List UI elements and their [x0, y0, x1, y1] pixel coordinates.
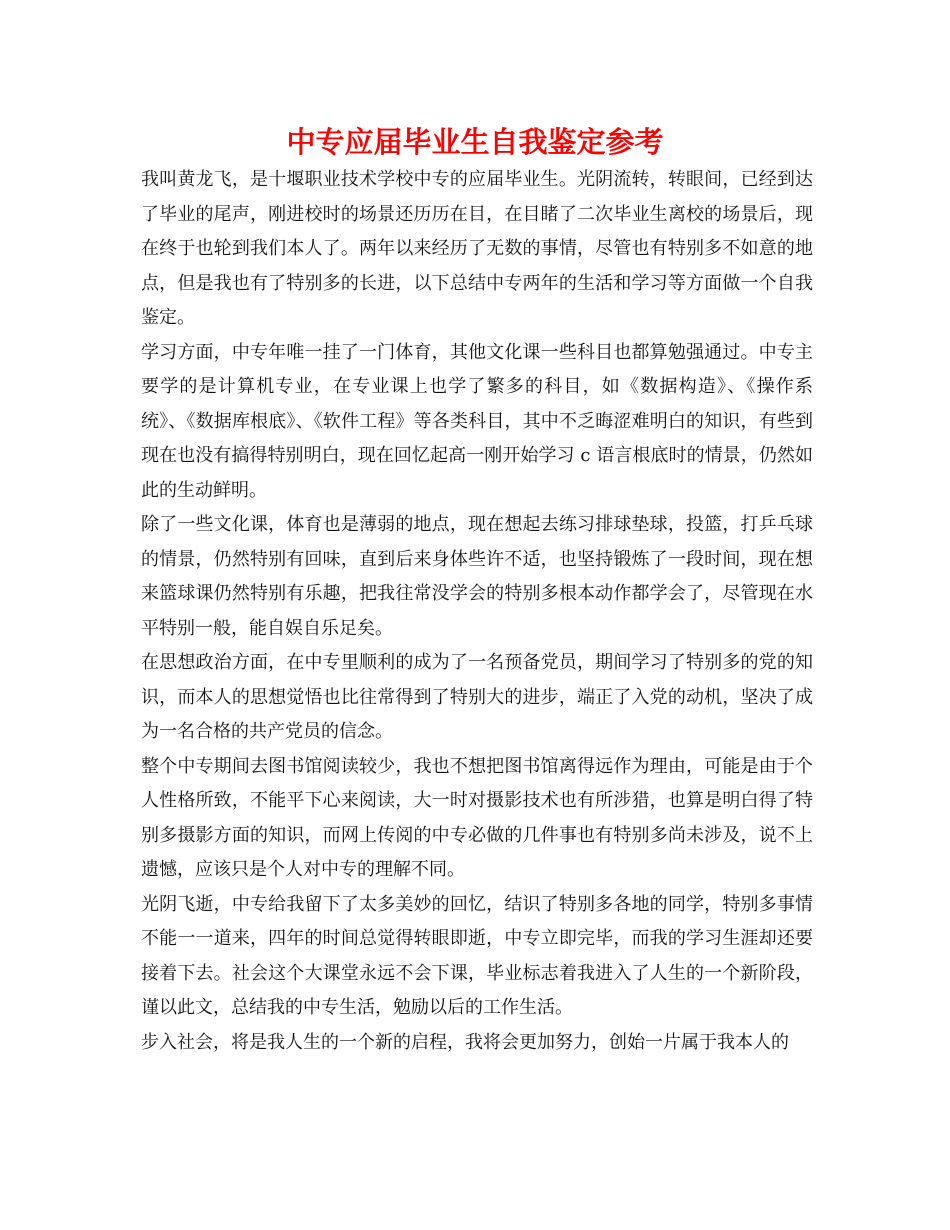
- paragraph-reading: 整个中专期间去图书馆阅读较少，我也不想把图书馆离得远作为理由，可能是由于个人性格所致，不能平下心来阅读，大一时对摄影技术也有所涉猎，也算是明白得了特别多摄影方面的知识，而网上传阅的中专必做的几件事也有特别多尚未涉及，说不上遗憾，应该只是个人对中专的理解不同。: [141, 755, 813, 880]
- paragraph-memories: 光阴飞逝，中专给我留下了太多美妙的回忆，结识了特别多各地的同学，特别多事情不能一一道来，四年的时间总觉得转眼即逝，中专立即完毕，而我的学习生涯却还要接着下去。社会这个大课堂永远不会下课，毕业标志着我进入了人生的一个新阶段，谨以此文，总结我的中专生活，勉励以后的工作生活。: [141, 893, 813, 1018]
- paragraph-political-thought: 在思想政治方面，在中专里顺利的成为了一名预备党员，期间学习了特别多的党的知识，而本人的思想觉悟也比往常得到了特别大的进步，端正了入党的动机，坚决了成为一名合格的共产党员的信念。: [141, 652, 813, 742]
- paragraph-self-introduction: 我叫黄龙飞，是十堰职业技术学校中专的应届毕业生。光阴流转，转眼间，已经到达了毕业的尾声，刚进校时的场景还历历在目，在目睹了二次毕业生离校的场景后，现在终于也轮到我们本人了。两年以来经历了无数的事情，尽管也有特别多不如意的地点，但是我也有了特别多的长进，以下总结中专两年的生活和学习等方面做一个自我鉴定。: [141, 169, 813, 328]
- paragraph-study: 学习方面，中专年唯一挂了一门体育，其他文化课一些科目也都算勉强通过。中专主要学的是计算机专业，在专业课上也学了繁多的科目，如《数据构造》、《操作系统》、《数据库根底》、《软件工程》等各类科目，其中不乏晦涩难明白的知识，有些到现在也没有搞得特别明白，现在回忆起高一刚开始学习 c 语言根底时的情景，仍然如此的生动鲜明。: [141, 341, 813, 501]
- paragraph-physical-education: 除了一些文化课，体育也是薄弱的地点，现在想起去练习排球垫球，投篮，打乒乓球的情景，仍然特别有回味，直到后来身体些许不适，也坚持锻炼了一段时间，现在想来篮球课仍然特别有乐趣，把我往常没学会的特别多根本动作都学会了，尽管现在水平特别一般，能自娱自乐足矣。: [141, 514, 813, 639]
- document-body: [141, 163, 813, 1060]
- document-title: 中专应届毕业生自我鉴定参考: [286, 125, 664, 159]
- paragraph-future: 步入社会，将是我人生的一个新的启程，我将会更加努力，创始一片属于我本人的: [141, 1031, 789, 1053]
